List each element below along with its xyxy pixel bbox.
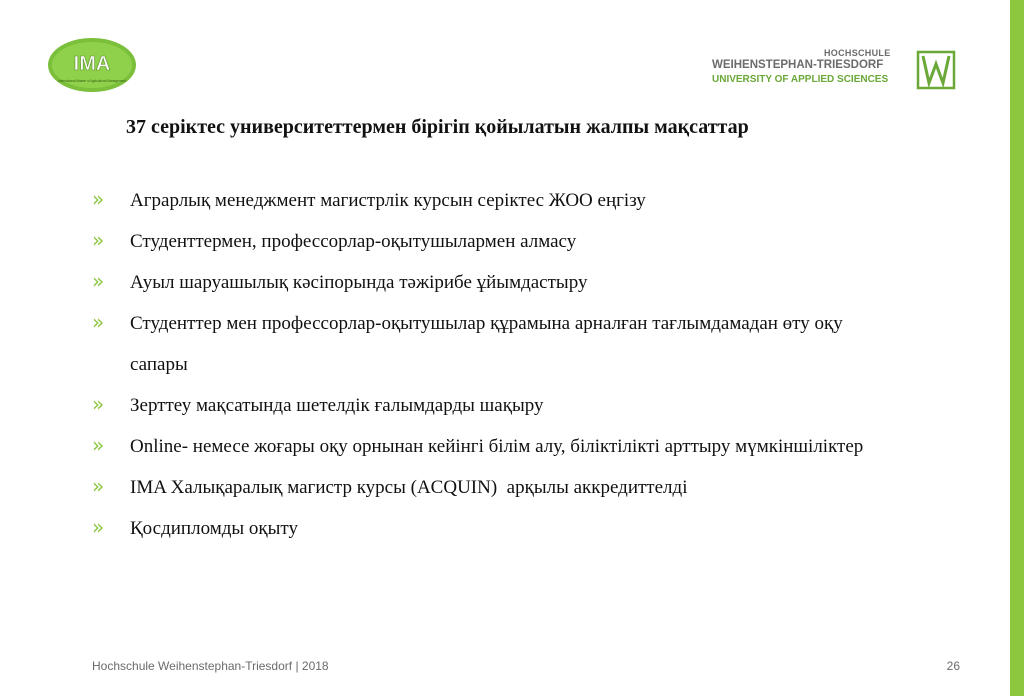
bullet-item [92,180,972,221]
bullet-item [92,303,850,385]
hsw-logo-line1: HOCHSCHULE [824,48,891,58]
bullet-text: IMA Халықаралық магистр курсы (ACQUIN) арқылы аккредиттелді [130,477,688,498]
hsw-logo-line3: UNIVERSITY OF APPLIED SCIENCES [712,74,889,85]
hsw-w-mark-icon [916,50,956,90]
bullet-marker: » [92,187,105,211]
ima-logo-text: IMA [73,53,111,75]
bullet-item [92,467,972,508]
ima-logo-graphic [46,36,138,94]
bullet-marker: » [92,310,105,334]
bullet-item [92,385,972,426]
bullet-marker: » [92,269,105,293]
bullet-marker: » [92,228,105,252]
bullet-item [92,262,972,303]
bullet-item [92,508,972,549]
slide-title: 37 серіктес университеттермен бірігіп қойылатын жалпы мақсаттар [126,116,749,138]
bullet-text: Ауыл шаруашылық кәсіпорында тәжірибе ұйымдастыру [130,272,588,293]
bullet-text: Студенттермен, профессорлар-оқытушылармен алмасу [130,231,577,252]
page-number: 26 [946,659,960,673]
bullet-text: Студенттер мен профессорлар-оқытушылар құрамына арналған тағлымдамадан өту оқу сапары [130,313,843,375]
right-accent-bar [1010,0,1024,696]
ima-logo-subtext: International Master of Agricultural Management [58,79,126,83]
bullet-marker: » [92,392,105,416]
bullet-marker: » [92,433,105,457]
bullet-item [92,426,960,467]
bullet-item [92,221,972,262]
bullet-marker: » [92,474,105,498]
hsw-logo-line2: WEIHENSTEPHAN-TRIESDORF [712,59,884,71]
ima-logo [46,36,138,94]
footer-text: Hochschule Weihenstephan-Triesdorf | 2018 [92,659,329,673]
bullet-list [92,180,972,549]
bullet-text: Аграрлық менеджмент магистрлік курсын серіктес ЖОО еңгізу [130,190,646,211]
bullet-text: Online- немесе жоғары оқу орнынан кейінгі білім алу, біліктілікті арттыру мүмкіншіліктер [130,436,864,457]
bullet-text: Қосдипломды оқыту [130,518,298,539]
hsw-logo [712,46,962,92]
bullet-marker: » [92,515,105,539]
bullet-text: Зерттеу мақсатында шетелдік ғалымдарды шақыру [130,395,544,416]
